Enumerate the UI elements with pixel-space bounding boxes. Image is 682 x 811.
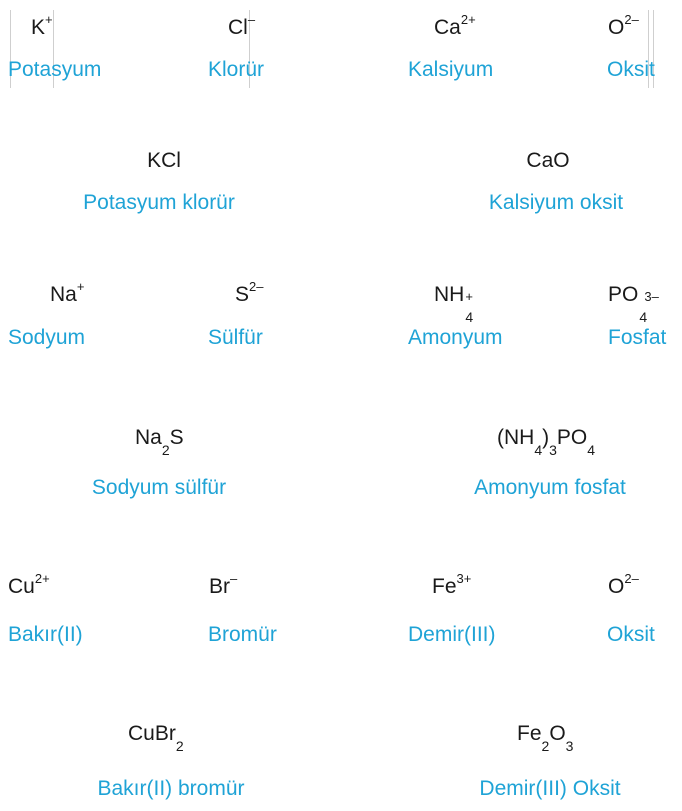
compound-cao-name: Kalsiyum oksit	[488, 191, 624, 214]
compound-nh4po4-name: Amonyum fosfat	[474, 476, 626, 499]
ion-fe-name: Demir(III)	[408, 623, 496, 646]
ion-po4-name: Fosfat	[608, 326, 667, 349]
compound-nh4po4-formula: $(NH_4)_3PO_4$	[497, 426, 596, 458]
compound-cao-formula: CaO	[526, 149, 570, 172]
compound-cubr2-formula: CuBr$_2$	[128, 722, 184, 754]
ion-o-formula: $O^{2-}$	[608, 12, 639, 39]
ion-fe-formula: $Fe^{3+}$	[432, 571, 472, 598]
compound-kcl-name: Potasyum klorür	[83, 191, 235, 214]
ion-o-name: Oksit	[607, 58, 655, 81]
compound-fe2o3-formula: $Fe_2O_3$	[517, 722, 574, 754]
compound-cubr2-name: Bakır(II) bromür	[97, 777, 245, 800]
compound-fe2o3-name: Demir(III) Oksit	[479, 777, 621, 800]
compound-na2s-formula: $Na_2S$	[135, 426, 184, 458]
ion-s-name: Sülfür	[208, 326, 263, 349]
ion-po4-formula: PO 3– 4	[608, 283, 659, 325]
ion-br-name: Bromür	[208, 623, 277, 646]
ion-k-formula: K+	[31, 12, 53, 39]
ion-s-formula: $S^{2-}$	[235, 279, 264, 306]
compound-na2s-name: Sodyum sülfür	[91, 476, 227, 499]
ion-br-formula: Br–	[209, 571, 238, 598]
ion-ca-formula: $Ca^{2+}$	[434, 12, 476, 39]
ion-cu-name: Bakır(II)	[8, 623, 83, 646]
ion-o2-formula: $O^{2-}$	[608, 571, 639, 598]
ion-cu-formula: $Cu^{2+}$	[8, 571, 50, 598]
ion-nh4-formula: NH + 4	[434, 283, 474, 325]
ion-ca-name: Kalsiyum	[408, 58, 494, 81]
compound-kcl-formula: KCl	[147, 149, 181, 172]
ion-na-name: Sodyum	[8, 326, 86, 349]
ion-na-formula: Na+	[50, 279, 85, 306]
ion-nh4-name: Amonyum	[408, 326, 503, 349]
ion-o2-name: Oksit	[607, 623, 655, 646]
ion-k-name: Potasyum	[8, 58, 102, 81]
ion-cl-formula: Cl–	[228, 12, 256, 39]
ion-cl-name: Klorür	[208, 58, 265, 81]
